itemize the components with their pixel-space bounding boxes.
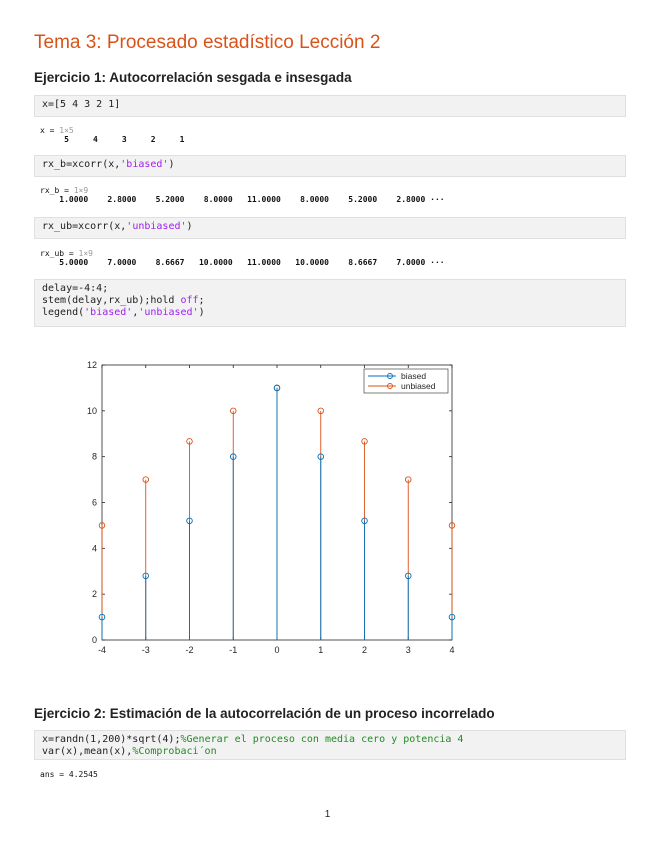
output-5: ans = 4.2545: [40, 770, 98, 779]
y-tick-label: 8: [91, 451, 97, 462]
stem-chart: [70, 355, 470, 665]
exercise-1-heading: Ejercicio 1: Autocorrelación sesgada e insesgada: [34, 70, 352, 85]
code-block-2[interactable]: rx_b=xcorr(x,'biased'): [34, 155, 626, 177]
y-tick-label: 6: [91, 497, 97, 508]
output-values: 5.0000 7.0000 8.6667 10.0000 11.0000 10.0000 8.6667 7.0000 ···: [40, 258, 445, 267]
y-tick-label: 2: [91, 589, 97, 600]
page-title: Tema 3: Procesado estadístico Lección 2: [34, 32, 381, 53]
x-tick-label: -3: [141, 645, 150, 655]
output-2: rx_b = 1×9 1.0000 2.8000 5.2000 8.0000 11.0000 8.0000 5.2000 2.8000 ···: [40, 186, 445, 204]
x-tick-label: 1: [318, 645, 324, 655]
x-tick-label: -1: [229, 645, 238, 655]
x-tick-label: 0: [274, 645, 280, 655]
output-3: rx_ub = 1×9 5.0000 7.0000 8.6667 10.0000 11.0000 10.0000 8.6667 7.0000 ···: [40, 249, 445, 267]
x-tick-label: 4: [449, 645, 455, 655]
x-tick-label: 2: [361, 645, 368, 655]
code-block-4[interactable]: delay=-4:4; stem(delay,rx_ub);hold off; legend('biased','unbiased'): [34, 279, 626, 327]
code-block-1[interactable]: [34, 95, 626, 117]
y-tick-label: 12: [86, 360, 97, 370]
x-tick-label: 3: [405, 645, 411, 655]
legend-label: biased: [401, 371, 427, 381]
code-block-5[interactable]: x=randn(1,200)*sqrt(4);%Generar el proceso con media cero y potencia 4 var(x),mean(x),%Comprobaci´on: [34, 730, 626, 760]
x-tick-label: -2: [185, 645, 194, 655]
code-line: x=[5 4 3 2 1]: [42, 99, 121, 110]
output-values: 1.0000 2.8000 5.2000 8.0000 11.0000 8.0000 5.2000 2.8000 ···: [40, 195, 445, 204]
x-tick-label: -4: [97, 645, 107, 655]
legend-label: unbiased: [401, 381, 436, 391]
output-values: 5 4 3 2 1: [40, 135, 185, 144]
exercise-2-heading: Ejercicio 2: Estimación de la autocorrelación de un proceso incorrelado: [34, 706, 495, 721]
y-tick-label: 4: [91, 543, 97, 554]
output-1: x = 1×5 5 4 3 2 1: [40, 126, 185, 144]
y-tick-label: 10: [86, 405, 97, 416]
y-tick-label: 0: [91, 635, 97, 645]
page-number: 1: [324, 809, 331, 820]
code-block-3[interactable]: rx_ub=xcorr(x,'unbiased'): [34, 217, 626, 239]
